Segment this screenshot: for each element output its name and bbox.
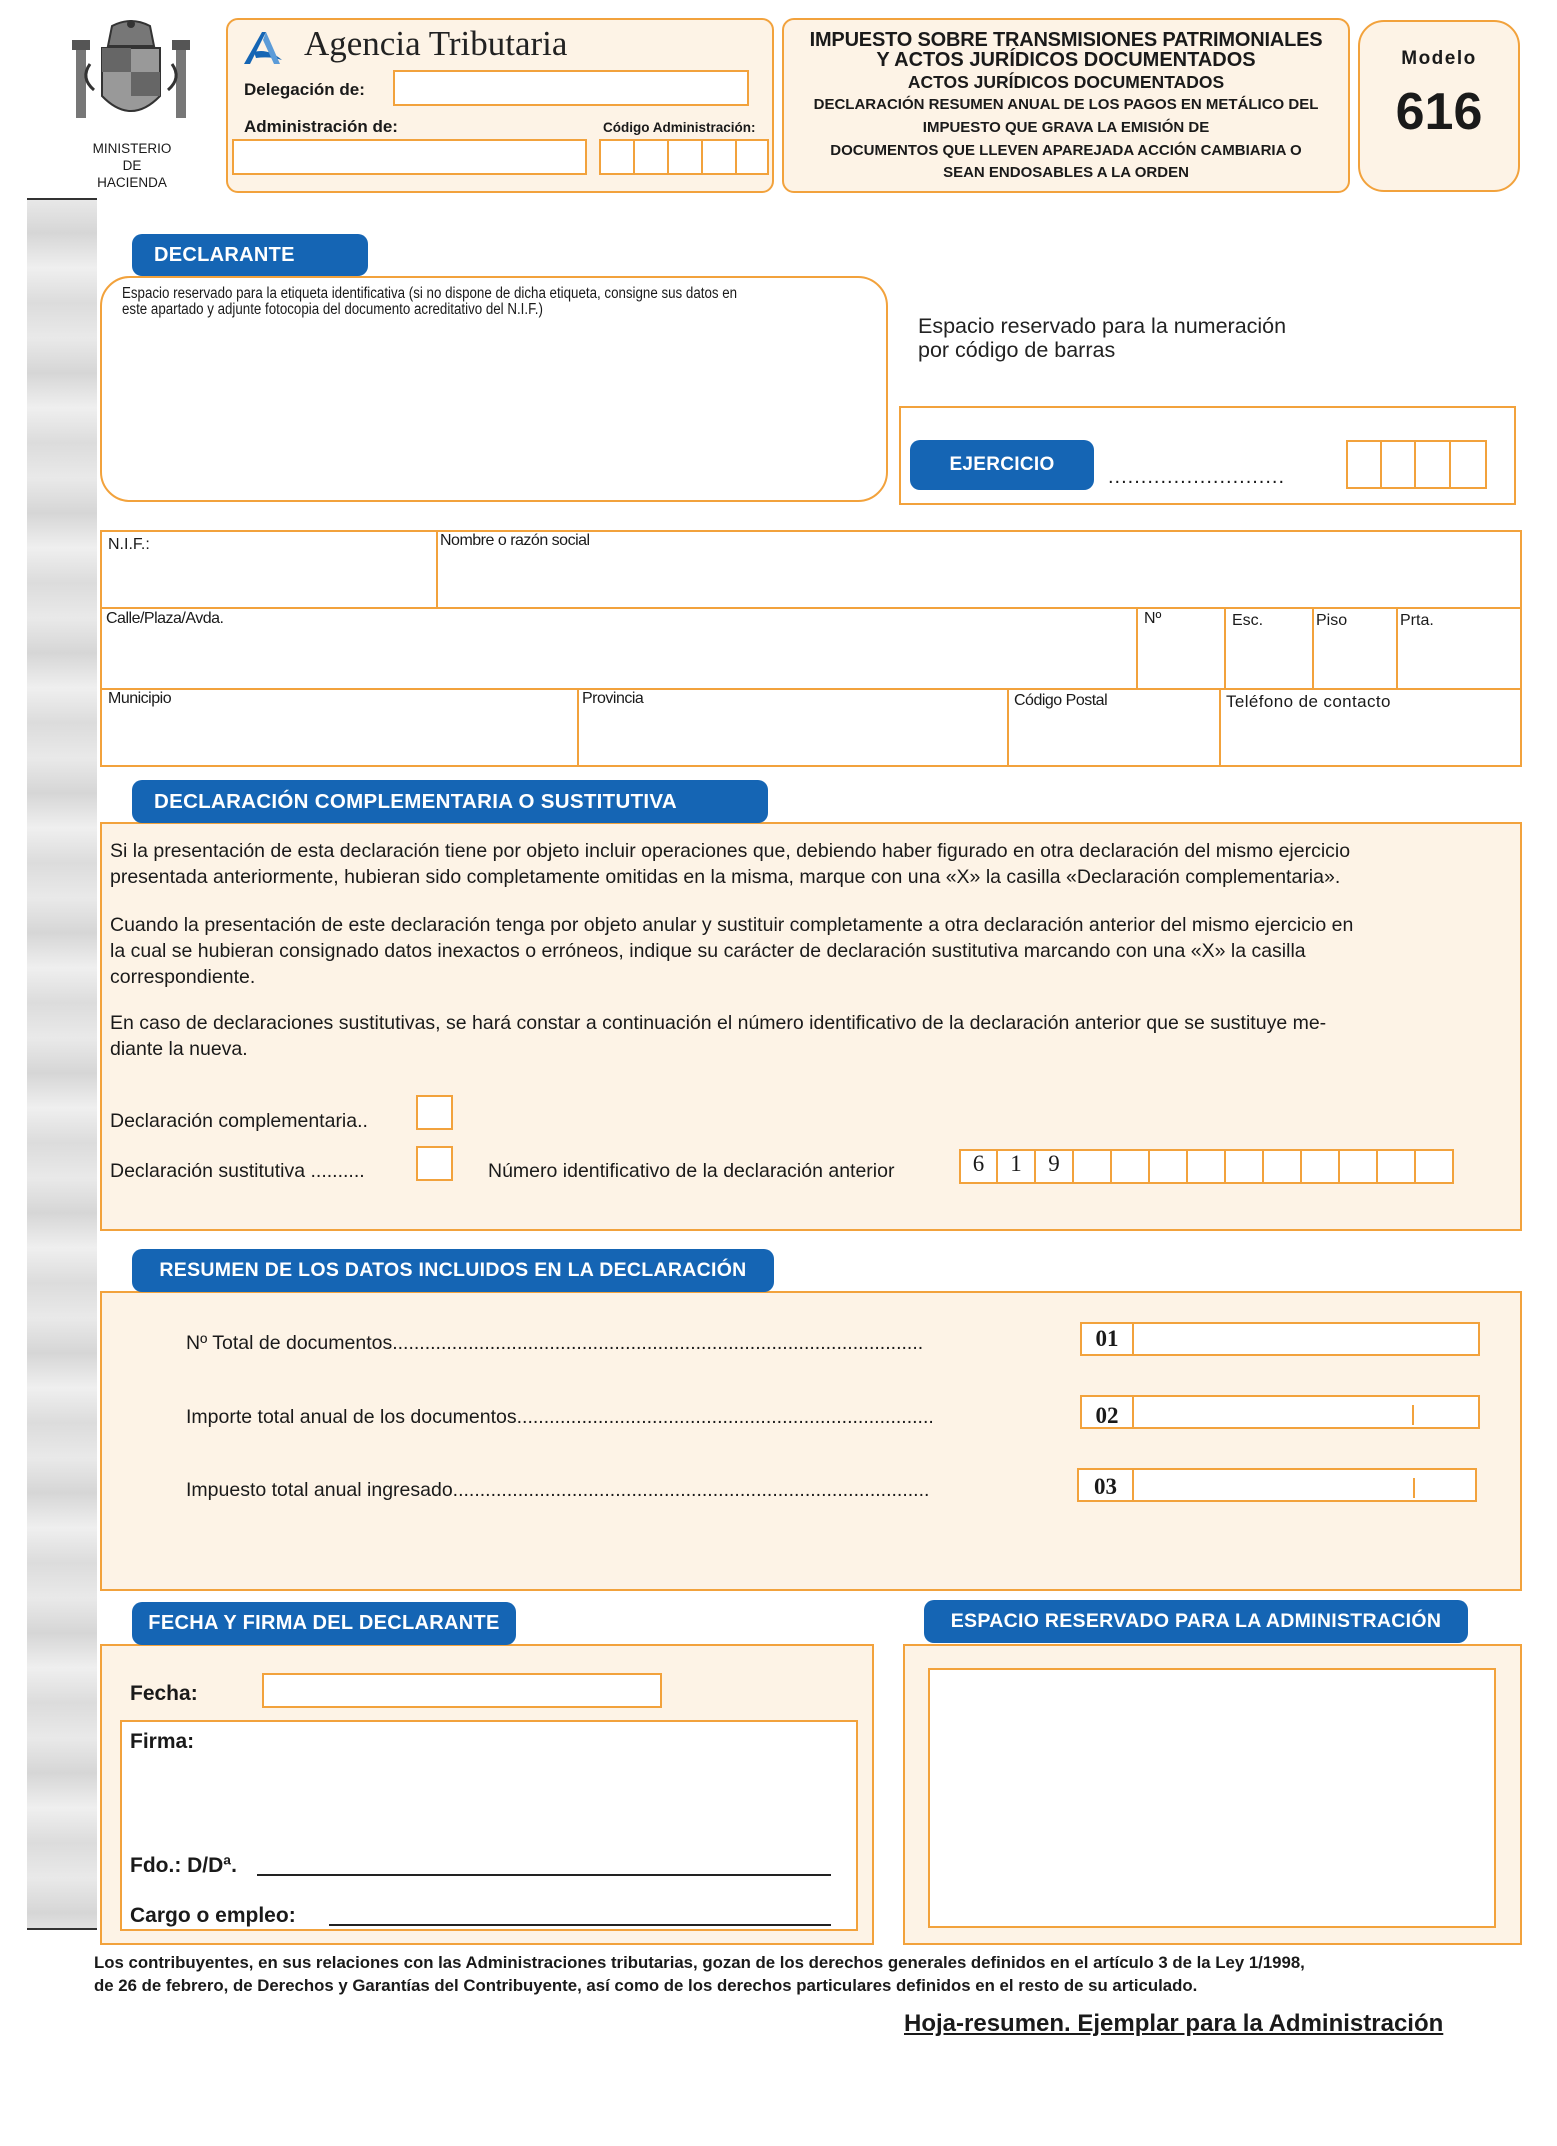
delegacion-field[interactable] xyxy=(393,70,749,106)
complementaria-label: Declaración complementaria.. xyxy=(110,1110,368,1132)
sustitutiva-checkbox[interactable] xyxy=(416,1146,453,1181)
side-strip-bottom-rule xyxy=(27,1928,97,1930)
nif-field[interactable] xyxy=(102,532,436,607)
ejercicio-label: EJERCICIO xyxy=(910,440,1094,490)
modelo-number: 616 xyxy=(1395,83,1483,141)
cargo-label: Cargo o empleo: xyxy=(130,1904,296,1927)
footer-rights-note: Los contribuyentes, en sus relaciones con las Administraciones tributarias, gozan de los derechos generales definidos en el artículo 3 de la Ley 1/1998, de 26 de febrero, de Derechos y Garantías del Contribuyente, así como de los derechos particulares definidos en el resto de su articulado. xyxy=(94,1953,1305,1995)
nombre-label: Nombre o razón social xyxy=(440,532,590,549)
delegacion-label: Delegación de: xyxy=(244,80,365,99)
municipio-label: Municipio xyxy=(108,690,172,707)
codigo-administracion-label: Código Administración: xyxy=(603,120,756,135)
esc-label: Esc. xyxy=(1232,612,1264,629)
complementaria-paragraph-1: Si la presentación de esta declaración tiene por objeto incluir operaciones que, debiendo haber figurado en otra declaración del mismo ejercicio presentada anteriormente, hubieran sido completamente omitidas en la misma, marque con una «X» la casilla «Declaración complementaria». xyxy=(110,840,1351,888)
firma-header: FECHA Y FIRMA DEL DECLARANTE xyxy=(132,1602,516,1645)
fdo-line[interactable] xyxy=(257,1874,831,1876)
ejercicio-year-field[interactable] xyxy=(1346,440,1487,489)
codigo-postal-label: Código Postal xyxy=(1014,692,1108,709)
provincia-label: Provincia xyxy=(582,690,644,707)
title-line-4: DECLARACIÓN RESUMEN ANUAL DE LOS PAGOS EN METÁLICO DEL xyxy=(813,96,1319,113)
complementaria-checkbox[interactable] xyxy=(416,1095,453,1130)
prefix-digit-3: 9 xyxy=(1036,1151,1074,1182)
cargo-line[interactable] xyxy=(329,1924,831,1926)
resumen-row-1-label: Nº Total de documentos.................................................................................................. xyxy=(186,1332,924,1354)
side-strip-top-rule xyxy=(27,198,97,200)
hoja-resumen-label: Hoja-resumen. Ejemplar para la Administración xyxy=(904,2010,1444,2037)
complementaria-paragraph-3: En caso de declaraciones sustitutivas, se hará constar a continuación el número identificativo de la declaración anterior que se sustituye me- diante la nueva. xyxy=(110,1012,1327,1060)
calle-field[interactable] xyxy=(102,609,1136,688)
ejercicio-dots: ........................... xyxy=(1108,466,1286,488)
title-line-7: SEAN ENDOSABLES A LA ORDEN xyxy=(943,164,1189,181)
resumen-row-3-label: Impuesto total anual ingresado........................................................................................ xyxy=(186,1479,930,1501)
barcode-note: Espacio reservado para la numeración por código de barras xyxy=(918,314,1287,362)
resumen-row-2-label: Importe total anual de los documentos............................................................................. xyxy=(186,1406,934,1428)
fdo-label: Fdo.: D/Dª. xyxy=(130,1854,237,1877)
declarante-header: DECLARANTE xyxy=(132,234,368,276)
prefix-digit-1: 6 xyxy=(961,1151,998,1182)
resumen-header: RESUMEN DE LOS DATOS INCLUIDOS EN LA DECLARACIÓN xyxy=(132,1249,774,1292)
coat-of-arms-logo xyxy=(72,18,190,136)
modelo-label: Modelo xyxy=(1401,48,1477,69)
title-line-6: DOCUMENTOS QUE LLEVEN APAREJADA ACCIÓN CAMBIARIA O xyxy=(830,142,1302,159)
resumen-row-1-code: 01 xyxy=(1082,1324,1134,1354)
administracion-label: Administración de: xyxy=(244,117,398,136)
agency-name: Agencia Tributaria xyxy=(304,24,568,63)
label-note: Espacio reservado para la etiqueta identificativa (si no dispone de dicha etiqueta, consigne sus datos en este apartado y adjunte fotocopia del documento acreditativo del N.I.F.) xyxy=(122,285,738,318)
codigo-administracion-field[interactable] xyxy=(599,139,769,175)
complementaria-section xyxy=(100,822,1522,1231)
resumen-row-2-code: 02 xyxy=(1082,1397,1134,1427)
piso-label: Piso xyxy=(1316,612,1348,629)
fecha-field[interactable] xyxy=(262,1673,662,1708)
resumen-row-1-field[interactable] xyxy=(1080,1322,1480,1356)
admin-header: ESPACIO RESERVADO PARA LA ADMINISTRACIÓN xyxy=(924,1600,1468,1643)
admin-box xyxy=(928,1668,1496,1928)
prta-label: Prta. xyxy=(1400,612,1434,629)
title-line-5: IMPUESTO QUE GRAVA LA EMISIÓN DE xyxy=(922,119,1210,136)
firma-box[interactable] xyxy=(120,1720,858,1931)
resumen-row-3-code: 03 xyxy=(1079,1470,1134,1500)
decorative-side-strip xyxy=(27,198,97,1928)
form-title-box xyxy=(782,18,1350,193)
agency-box xyxy=(226,18,774,193)
ministry-name: MINISTERIO DE HACIENDA xyxy=(92,141,172,190)
label-sticker-area[interactable] xyxy=(100,276,888,502)
calle-label: Calle/Plaza/Avda. xyxy=(106,610,224,627)
numero-label: Nº xyxy=(1144,610,1162,627)
nif-label: N.I.F.: xyxy=(108,536,150,553)
title-line-3: ACTOS JURÍDICOS DOCUMENTADOS xyxy=(907,72,1225,92)
resumen-row-3-field[interactable] xyxy=(1077,1468,1477,1502)
telefono-label: Teléfono de contacto xyxy=(1226,692,1391,711)
firma-label: Firma: xyxy=(130,1730,195,1753)
fecha-label: Fecha: xyxy=(130,1682,198,1705)
numero-identificativo-label: Número identificativo de la declaración anterior xyxy=(488,1160,895,1182)
prefix-digit-2: 1 xyxy=(998,1151,1036,1182)
resumen-row-2-field[interactable] xyxy=(1080,1395,1480,1429)
nombre-field[interactable] xyxy=(438,532,1520,607)
administracion-field[interactable] xyxy=(232,139,587,175)
complementaria-header: DECLARACIÓN COMPLEMENTARIA O SUSTITUTIVA xyxy=(132,780,768,823)
sustitutiva-label: Declaración sustitutiva .......... xyxy=(110,1160,365,1182)
identification-grid xyxy=(100,530,1522,767)
complementaria-paragraph-2: Cuando la presentación de este declaración tenga por objeto anular y sustituir completamente a otra declaración anterior del mismo ejercicio en la cual se hubieran consignado datos inexactos o erróneos, indique su carácter de declaración sustitutiva marcando con una «X» la casilla correspondiente. xyxy=(110,914,1354,988)
modelo-box xyxy=(1358,20,1520,192)
title-line-1: IMPUESTO SOBRE TRANSMISIONES PATRIMONIALES xyxy=(809,29,1323,51)
agency-logo-icon xyxy=(240,30,286,68)
title-line-2: Y ACTOS JURÍDICOS DOCUMENTADOS xyxy=(876,49,1256,71)
municipio-field[interactable] xyxy=(102,690,577,767)
numero-identificativo-field[interactable] xyxy=(959,1149,1454,1184)
